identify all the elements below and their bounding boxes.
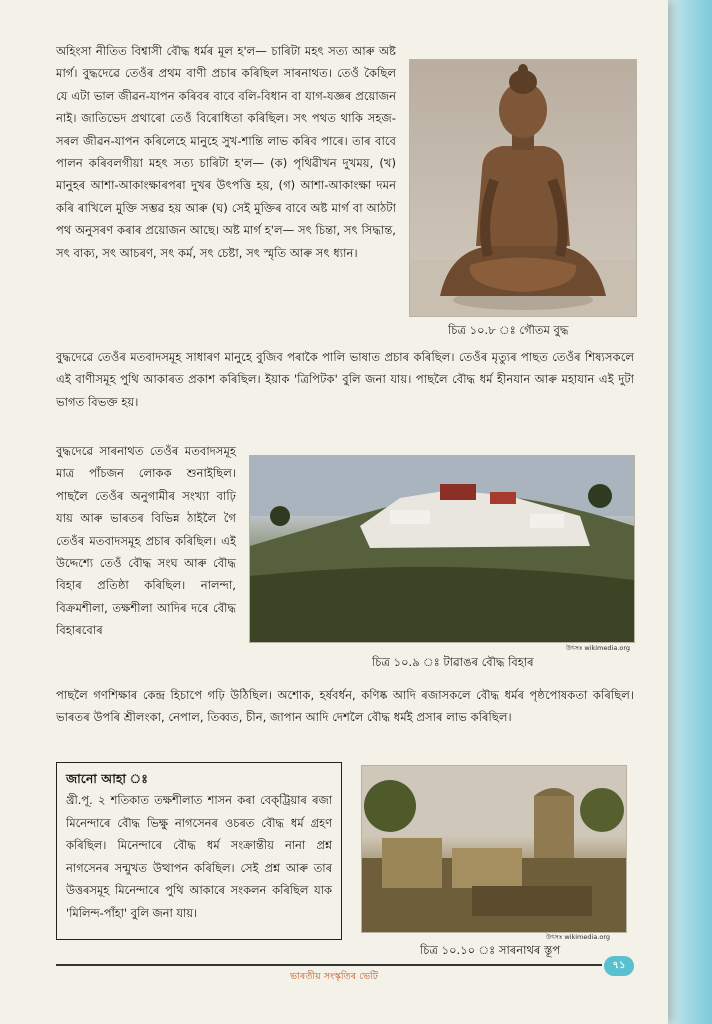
figure-caption-buddha: চিত্ৰ ১০.৮ ঃ গৌতম বুদ্ধ	[448, 323, 569, 337]
tawang-monastery-image	[250, 456, 634, 642]
page-edge	[668, 0, 712, 1024]
image-credit-stupa: উৎসঃ wikimedia.org	[546, 933, 611, 941]
buddha-statue-image	[410, 60, 636, 316]
image-credit-monastery: উৎসঃ wikimedia.org	[566, 644, 631, 652]
did-you-know-text: খ্ৰী.পূ. ২ শতিকাত তক্ষশীলাত শাসন কৰা বেক্‌ট্ৰিয়াৰ ৰজা মিনেন্দাৰে বৌদ্ধ ভিক্ষু নাগসেনৰ ওচৰত বৌদ্ধ ধৰ্ম গ্ৰহণ কৰিছিল। মিনেন্দাৰে বৌদ্ধ ধৰ্ম সংক্ৰান্তীয় নানা প্ৰশ্ন নাগসেনৰ সন্মুখত উত্থাপন কৰিছিল। সেই প্ৰশ্ন আৰু তাৰ উত্তৰসমূহ মিনেন্দাৰে পুথি আকাৰে সংকলন কৰিছিল যাক 'মিলিন্দ-পাঁহা' বুলি জনা যায়।	[66, 793, 332, 920]
buddha-statue-illustration	[410, 60, 636, 316]
paragraph-pali-teachings: বুদ্ধদেৱে তেওঁৰ মতবাদসমূহ সাধাৰণ মানুহে বুজিব পৰাকৈ পালি ভাষাত প্ৰচাৰ কৰিছিল। তেওঁৰ মৃত্যুৰ পাছত তেওঁৰ শিষ্যসকলে এই বাণীসমূহ পুথি আকাৰত প্ৰকাশ কৰিছিল। ইয়াক 'ত্ৰিপিটক' বুলি জনা যায়। পাছলৈ বৌদ্ধ ধৰ্ম হীনযান আৰু মহাযান এই দুটা ভাগত বিভক্ত হয়।	[56, 350, 634, 409]
paragraph-spread-of-buddhism: পাছলৈ গণশিক্ষাৰ কেন্দ্ৰ হিচাপে গঢ়ি উঠিছিল। অশোক, হৰ্ষবৰ্ধন, কণিষ্ক আদি ৰজাসকলে বৌদ্ধ ধৰ্মৰ পৃষ্ঠপোষকতা কৰিছিল। ভাৰতৰ উপৰি শ্ৰীলংকা, নেপাল, তিব্বত, চীন, জাপান আদি দেশলৈ বৌদ্ধ ধৰ্মই প্ৰসাৰ লাভ কৰিছিল।	[56, 688, 634, 725]
did-you-know-title: জানো আহা ঃ	[66, 771, 148, 786]
page-number: ৭১	[604, 956, 634, 976]
footer-divider	[56, 964, 602, 966]
did-you-know-box	[56, 762, 342, 940]
sarnath-stupa-image	[362, 766, 626, 932]
figure-caption-monastery: চিত্ৰ ১০.৯ ঃ টাৱাঙৰ বৌদ্ধ বিহাৰ	[372, 655, 534, 669]
paragraph-buddhism-principles: অহিংসা নীতিত বিশ্বাসী বৌদ্ধ ধৰ্মৰ মূল হ'ল— চাৰিটা মহৎ সত্য আৰু অষ্ট মাৰ্গ। বুদ্ধদেৱে তেওঁৰ প্ৰথম বাণী প্ৰচাৰ কৰিছিল সাৰনাথত। তেওঁ কৈছিল যে এটা ভাল জীৱন-যাপন কৰিবৰ বাবে বলি-বিধান বা যাগ-যজ্ঞৰ প্ৰয়োজন নাই। জাতিভেদ প্ৰথাৰো তেওঁ বিৰোধিতা কৰিছিল। সৎ পথত থাকি সহজ-সৰল জীৱন-যাপন কৰিলেহে মানুহে সুখ-শান্তি লাভ কৰিব পাৰে। তাৰ বাবে পালন কৰিবলগীয়া মহৎ সত্য চাৰিটা হ'ল— (ক) পৃথিৱীখন দুখময়, (খ) মানুহৰ আশা-আকাংক্ষাৰপৰা দুখৰ উৎপত্তি হয়, (গ) আশা-আকাংক্ষা দমন কৰি ৰাখিলে মুক্তি সম্ভৱ হয় আৰু (ঘ) সেই মুক্তিৰ বাবে অষ্ট মাৰ্গ বা আঠটা পথ অনুসৰণ কৰাৰ প্ৰয়োজন আছে। অষ্ট মাৰ্গ হ'ল— সৎ চিন্তা, সৎ সিদ্ধান্ত, সৎ বাক্য, সৎ আচৰণ, সৎ কৰ্ম, সৎ চেষ্টা, সৎ স্মৃতি আৰু সৎ ধ্যান।	[56, 44, 396, 260]
stupa-illustration	[362, 766, 626, 932]
monastery-illustration	[250, 456, 634, 642]
footer-book-title: ভাৰতীয় সংস্কৃতিৰ ভেটি	[290, 971, 378, 982]
figure-caption-stupa: চিত্ৰ ১০.১০ ঃ সাৰনাথৰ স্তূপ	[420, 943, 561, 957]
paragraph-viharas: বুদ্ধদেৱে সাৰনাথত তেওঁৰ মতবাদসমূহ মাত্ৰ পাঁচজন লোকক শুনাইছিল। পাছলৈ তেওঁৰ অনুগামীৰ সংখ্যা বাঢ়ি যায় আৰু ভাৰতৰ বিভিন্ন ঠাইলৈ গৈ তেওঁৰ মতবাদসমূহ প্ৰচাৰ কৰিছিল। এই উদ্দেশ্যে তেওঁ বৌদ্ধ সংঘ আৰু বৌদ্ধ বিহাৰ প্ৰতিষ্ঠা কৰিছিল। নালন্দা, বিক্ৰমশীলা, তক্ষশীলা আদিৰ দৰে বৌদ্ধ বিহাৰবোৰ	[56, 444, 236, 638]
